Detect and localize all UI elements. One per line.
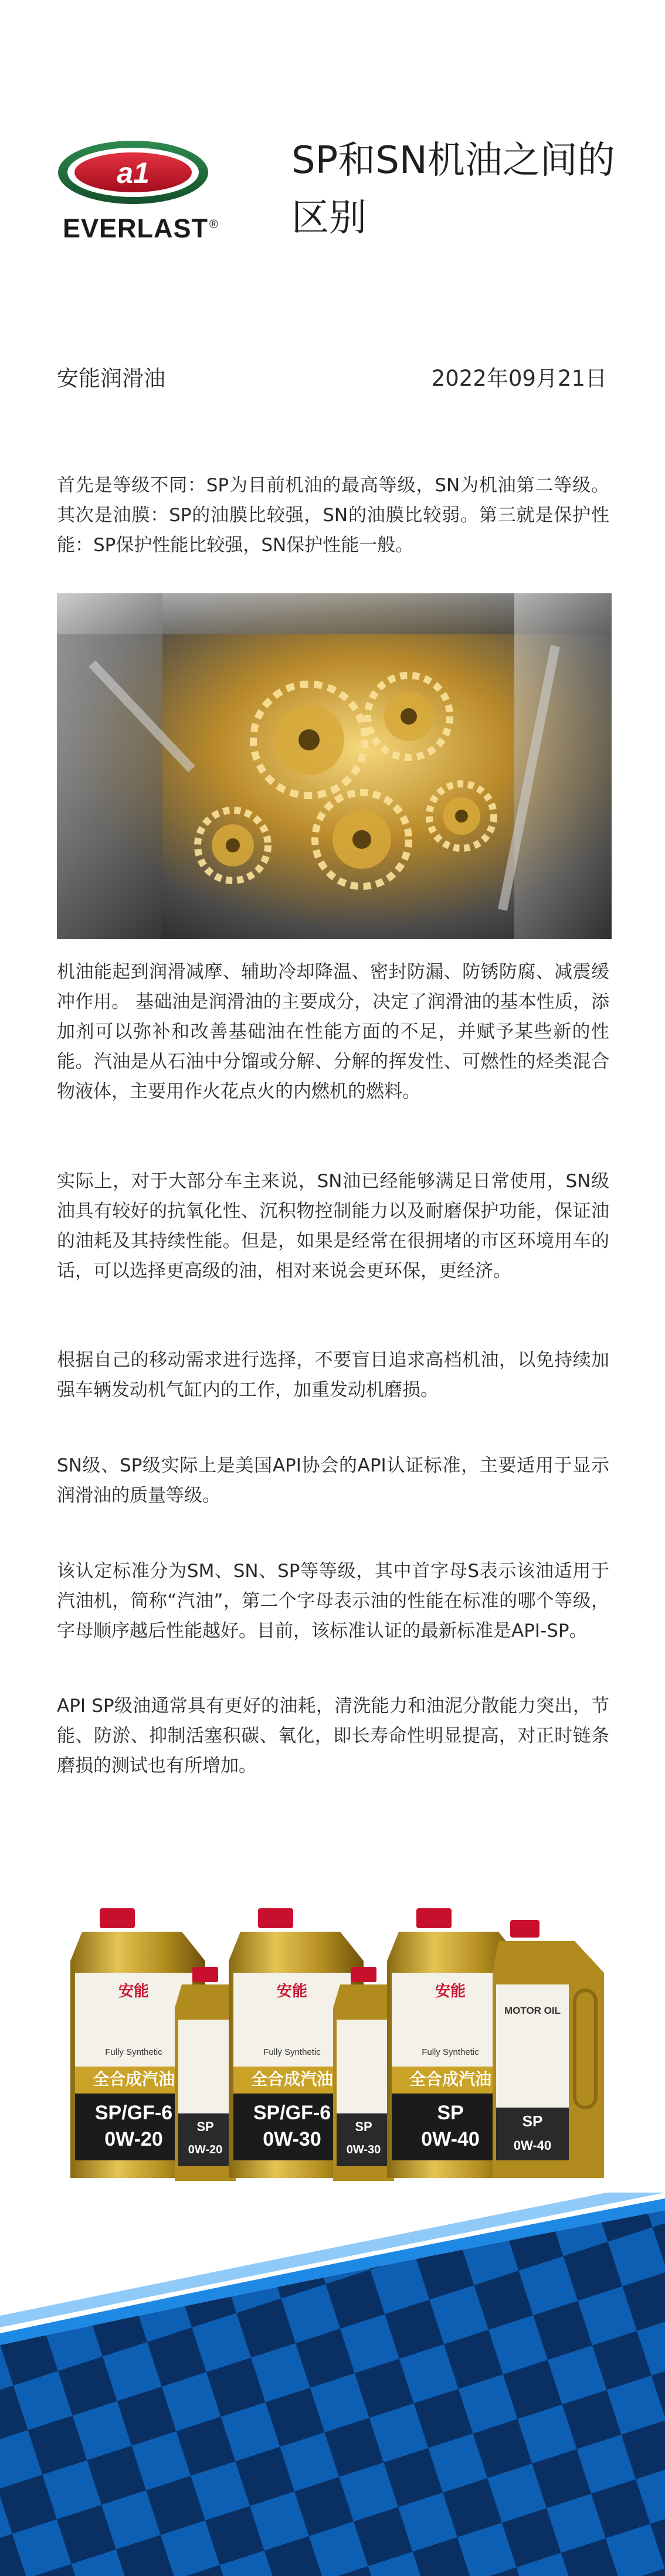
svg-text:SP: SP	[355, 2119, 372, 2134]
footer-checkered-flag	[0, 2193, 665, 2576]
article-paragraph: 实际上，对于大部分车主来说，SN油已经能够满足日常使用，SN级油具有较好的抗氧化性、沉积物控制能力以及耐磨保护功能，保证油的油耗及其持续性能。但是，如果是经常在很拥堵的市区环境用车的话，可以选择更高级的油，相对来说会更环保，更经济。	[57, 1171, 609, 1282]
brand-name: EVERLAST ®	[63, 213, 219, 243]
product-lineup	[65, 1873, 622, 2201]
svg-text:安能: 安能	[118, 1982, 150, 2000]
article-paragraph: API SP级油通常具有更好的油耗，清洗能力和油泥分散能力突出，节能、防淤、抑制活塞积碳、氧化，即长寿命性明显提高，对正时链条磨损的测试也有所增加。	[57, 1695, 609, 1776]
svg-text:0W-40: 0W-40	[513, 2138, 552, 2153]
svg-text:SP/GF-6: SP/GF-6	[94, 2102, 173, 2124]
svg-text:0W-20: 0W-20	[188, 2143, 223, 2156]
article-paragraph: SN级、SP级实际上是美国API协会的API认证标准，主要适用于显示润滑油的质量等级。	[57, 1455, 609, 1506]
article-date: 2022年09月21日	[431, 366, 607, 391]
svg-text:安能: 安能	[435, 1982, 466, 2000]
svg-text:Fully Synthetic: Fully Synthetic	[422, 2047, 479, 2057]
article-author: 安能润滑油	[57, 366, 165, 391]
oil-bottle-medium	[487, 1908, 610, 2184]
svg-text:Fully Synthetic: Fully Synthetic	[105, 2047, 162, 2057]
svg-text:SP/GF-6: SP/GF-6	[253, 2102, 331, 2124]
svg-text:SP: SP	[196, 2119, 214, 2134]
svg-text:全合成汽油: 全合成汽油	[92, 2069, 175, 2089]
svg-text:全合成汽油: 全合成汽油	[409, 2069, 492, 2089]
engine-gears-image	[57, 593, 612, 939]
article-paragraph: 该认定标准分为SM、SN、SP等等级，其中首字母S表示该油适用于汽油机，简称“汽油”，第二个字母表示油的性能在标准的哪个等级，字母顺序越后性能越好。目前，该标准认证的最新标准是API-SP。	[57, 1561, 609, 1642]
page-title: SP和SN机油之间的区别	[291, 139, 615, 240]
svg-text:0W-40: 0W-40	[421, 2128, 480, 2150]
logo-mark: a1	[117, 157, 150, 189]
svg-text:Fully Synthetic: Fully Synthetic	[263, 2047, 321, 2057]
article-paragraph: 根据自己的移动需求进行选择，不要盲目追求高档机油，以免持续加强车辆发动机气缸内的工作，加重发动机磨损。	[57, 1350, 609, 1401]
article-paragraph: 机油能起到润滑减摩、辅助冷却降温、密封防漏、防锈防腐、减震缓冲作用。 基础油是润滑油的主要成分，决定了润滑油的基本性质，添加剂可以弥补和改善基础油在性能方面的不足，并赋予某些新的性能。汽油是从石油中分馏或分解、分解的挥发性、可燃性的烃类混合物液体，主要用作火花点火的内燃机的燃料。	[57, 961, 609, 1102]
svg-text:SP: SP	[522, 2112, 543, 2130]
svg-text:全合成汽油: 全合成汽油	[250, 2069, 334, 2089]
svg-text:0W-20: 0W-20	[104, 2128, 163, 2150]
svg-text:SP: SP	[437, 2102, 464, 2124]
svg-text:MOTOR OIL: MOTOR OIL	[504, 2005, 561, 2016]
svg-text:0W-30: 0W-30	[346, 2143, 381, 2156]
brand-logo	[56, 138, 220, 256]
svg-text:安能: 安能	[276, 1982, 308, 2000]
logo-emblem-icon	[56, 138, 220, 209]
article-paragraph: 首先是等级不同：SP为目前机油的最高等级，SN为机油第二等级。其次是油膜：SP的油膜比较强，SN的油膜比较弱。第三就是保护性能：SP保护性能比较强，SN保护性能一般。	[57, 475, 609, 556]
svg-text:0W-30: 0W-30	[263, 2128, 321, 2150]
